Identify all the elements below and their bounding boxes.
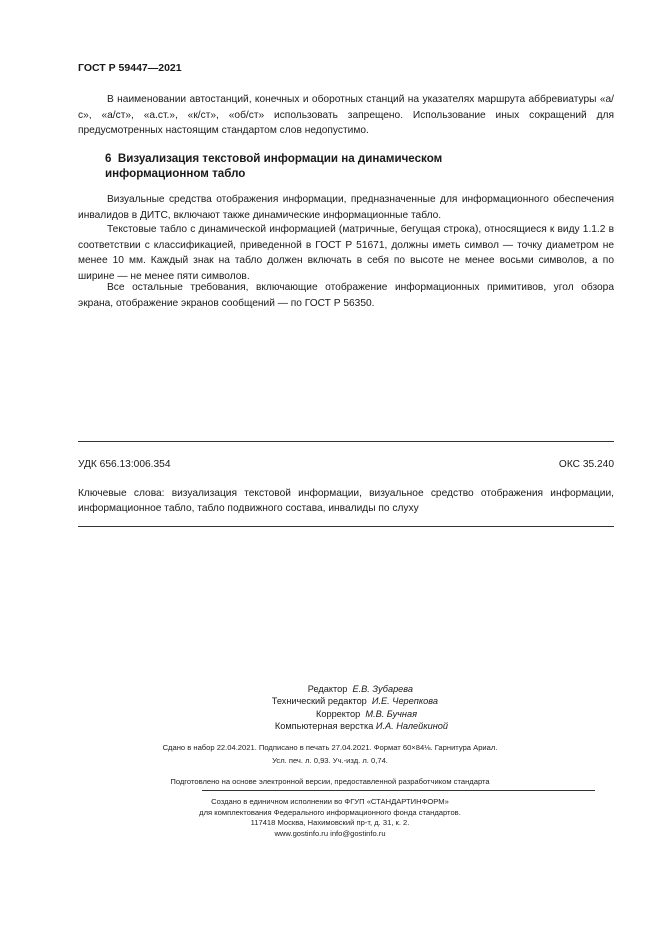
- publisher-block: [100, 797, 560, 839]
- divider-top: [78, 441, 614, 442]
- publisher-line2: для комплектования Федерального информационного фонда стандартов.: [199, 807, 461, 817]
- intro-paragraph: [78, 92, 614, 139]
- section-paragraph-3: [78, 280, 614, 311]
- credit-role: Редактор: [307, 684, 348, 694]
- standard-header: ГОСТ Р 59447—2021: [78, 62, 182, 74]
- section-paragraph-1: [78, 192, 614, 223]
- section-heading: [105, 151, 605, 181]
- credit-role: Компьютерная верстка: [274, 721, 374, 732]
- section-paragraph-3-text: Все остальные требования, включающие отображение информационных примитивов, угол обзора экрана, отображение экранов сообщений — по ГОСТ Р 56350.: [78, 282, 614, 309]
- credit-editor: [230, 683, 413, 695]
- credit-tech-editor: [230, 695, 438, 707]
- print-info-line3: Подготовлено на основе электронной версии, предоставленной разработчиком стандарта: [170, 777, 490, 786]
- udk-code: УДК 656.13:006.354: [78, 459, 171, 470]
- publisher-divider: [202, 790, 595, 791]
- credit-person: И.Е. Черепкова: [371, 696, 438, 707]
- print-info-line1: Сдано в набор 22.04.2021. Подписано в печать 27.04.2021. Формат 60×84⅛. Гарнитура Ариал.: [162, 743, 498, 752]
- publisher-line3: 117418 Москва, Нахимовский пр-т, д. 31, к. 2.: [250, 818, 410, 828]
- intro-paragraph-text: В наименовании автостанций, конечных и оборотных станций на указателях маршрута аббревиатуры «а/с», «а/ст», «а.ст.», «к/ст», «об/ст» использовать запрещено. Использование иных сокращений для предусмотренных настоящим стандартом слов недопустимо.: [78, 94, 614, 136]
- section-paragraph-2: [78, 222, 614, 284]
- credit-role: Технический редактор: [271, 696, 367, 707]
- credit-role: Корректор: [316, 708, 361, 719]
- publisher-line1: Создано в единичном исполнении во ФГУП «СТАНДАРТИНФОРМ»: [211, 797, 449, 806]
- credits-block: [230, 683, 448, 733]
- credit-layout: [230, 720, 448, 732]
- divider-bottom: [78, 526, 614, 527]
- section-title-line1: Визуализация текстовой информации на динамическом: [117, 152, 443, 165]
- credit-person: И.А. Налейкиной: [375, 721, 448, 732]
- credit-corrector: [230, 708, 417, 720]
- section-paragraph-1-text: Визуальные средства отображения информации, предназначенные для информационного обеспечения инвалидов в ДИТС, включают также динамические информационные табло.: [78, 194, 614, 221]
- publisher-line4: www.gostinfo.ru info@gostinfo.ru: [274, 828, 386, 838]
- credit-person: Е.В. Зубарева: [352, 684, 413, 694]
- section-title-line2: информационном табло: [105, 167, 246, 180]
- credit-person: М.В. Бучная: [365, 708, 417, 719]
- section-paragraph-2-text: Текстовые табло с динамической информацией (матричные, бегущая строка), относящиеся к виду 1.1.2 в соответствии с классификацией, приведенной в ГОСТ Р 51671, должны иметь символ — точку диаметром не менее 10 мм. Каждый знак на табло должен включать в себя по высоте не менее восьми символов, а по ширине — не менее пяти символов.: [78, 224, 614, 282]
- section-number: 6: [105, 152, 112, 165]
- oks-code: ОКС 35.240: [558, 459, 614, 470]
- keywords: Ключевые слова: визуализация текстовой информации, визуальное средство отображения информации, информационное табло, табло подвижного состава, инвалиды по слуху: [78, 488, 614, 514]
- print-info-line2: Усл. печ. л. 0,93. Уч.-изд. л. 0,74.: [272, 756, 388, 765]
